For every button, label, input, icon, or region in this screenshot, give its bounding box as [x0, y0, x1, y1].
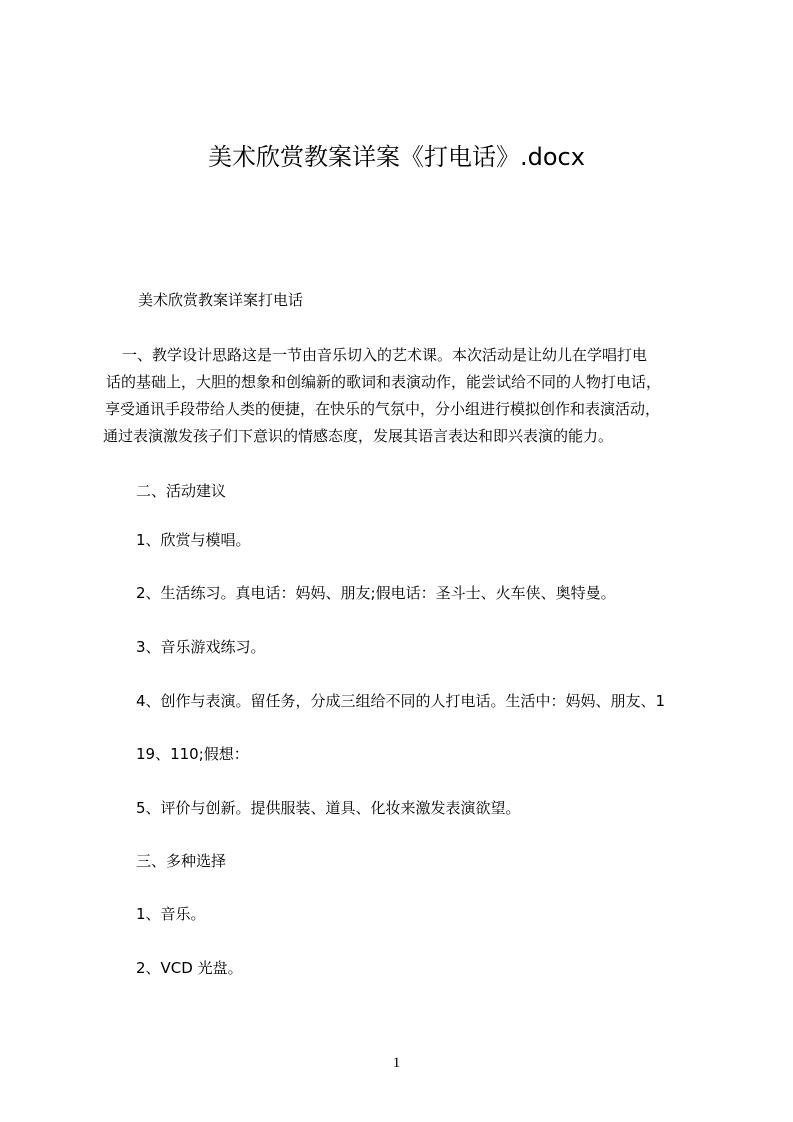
- list-item: 1、欣赏与模唱。: [136, 531, 251, 549]
- paragraph-line: 话的基础上，大胆的想象和创编新的歌词和表演动作，能尝试给不同的人物打电话，: [106, 373, 662, 391]
- subtitle: 美术欣赏教案详案打电话: [138, 291, 304, 309]
- paragraph-line: 通过表演激发孩子们下意识的情感态度，发展其语言表达和即兴表演的能力。: [103, 427, 614, 445]
- list-item: 1、音乐。: [136, 905, 206, 923]
- page-number: 1: [392, 1055, 401, 1071]
- paragraph-line: 一、教学设计思路这是一节由音乐切入的艺术课。本次活动是让幼儿在学唱打电: [122, 346, 648, 364]
- list-item: 2、生活练习。真电话：妈妈、朋友;假电话：圣斗士、火车侠、奥特曼。: [136, 584, 616, 602]
- list-item: 5、评价与创新。提供服装、道具、化妆来激发表演欲望。: [136, 799, 521, 817]
- section-heading: 三、多种选择: [136, 852, 227, 870]
- list-item: 3、音乐游戏练习。: [136, 638, 266, 656]
- document-title: 美术欣赏教案详案《打电话》.docx: [208, 143, 585, 171]
- paragraph-line: 享受通讯手段带给人类的便捷，在快乐的气氛中，分小组进行模拟创作和表演活动，: [105, 400, 661, 418]
- list-item: 19、110;假想：: [136, 745, 249, 763]
- list-item: 2、VCD 光盘。: [136, 959, 243, 977]
- section-heading: 二、活动建议: [136, 482, 227, 500]
- list-item: 4、创作与表演。留任务，分成三组给不同的人打电话。生活中：妈妈、朋友、1: [136, 692, 666, 710]
